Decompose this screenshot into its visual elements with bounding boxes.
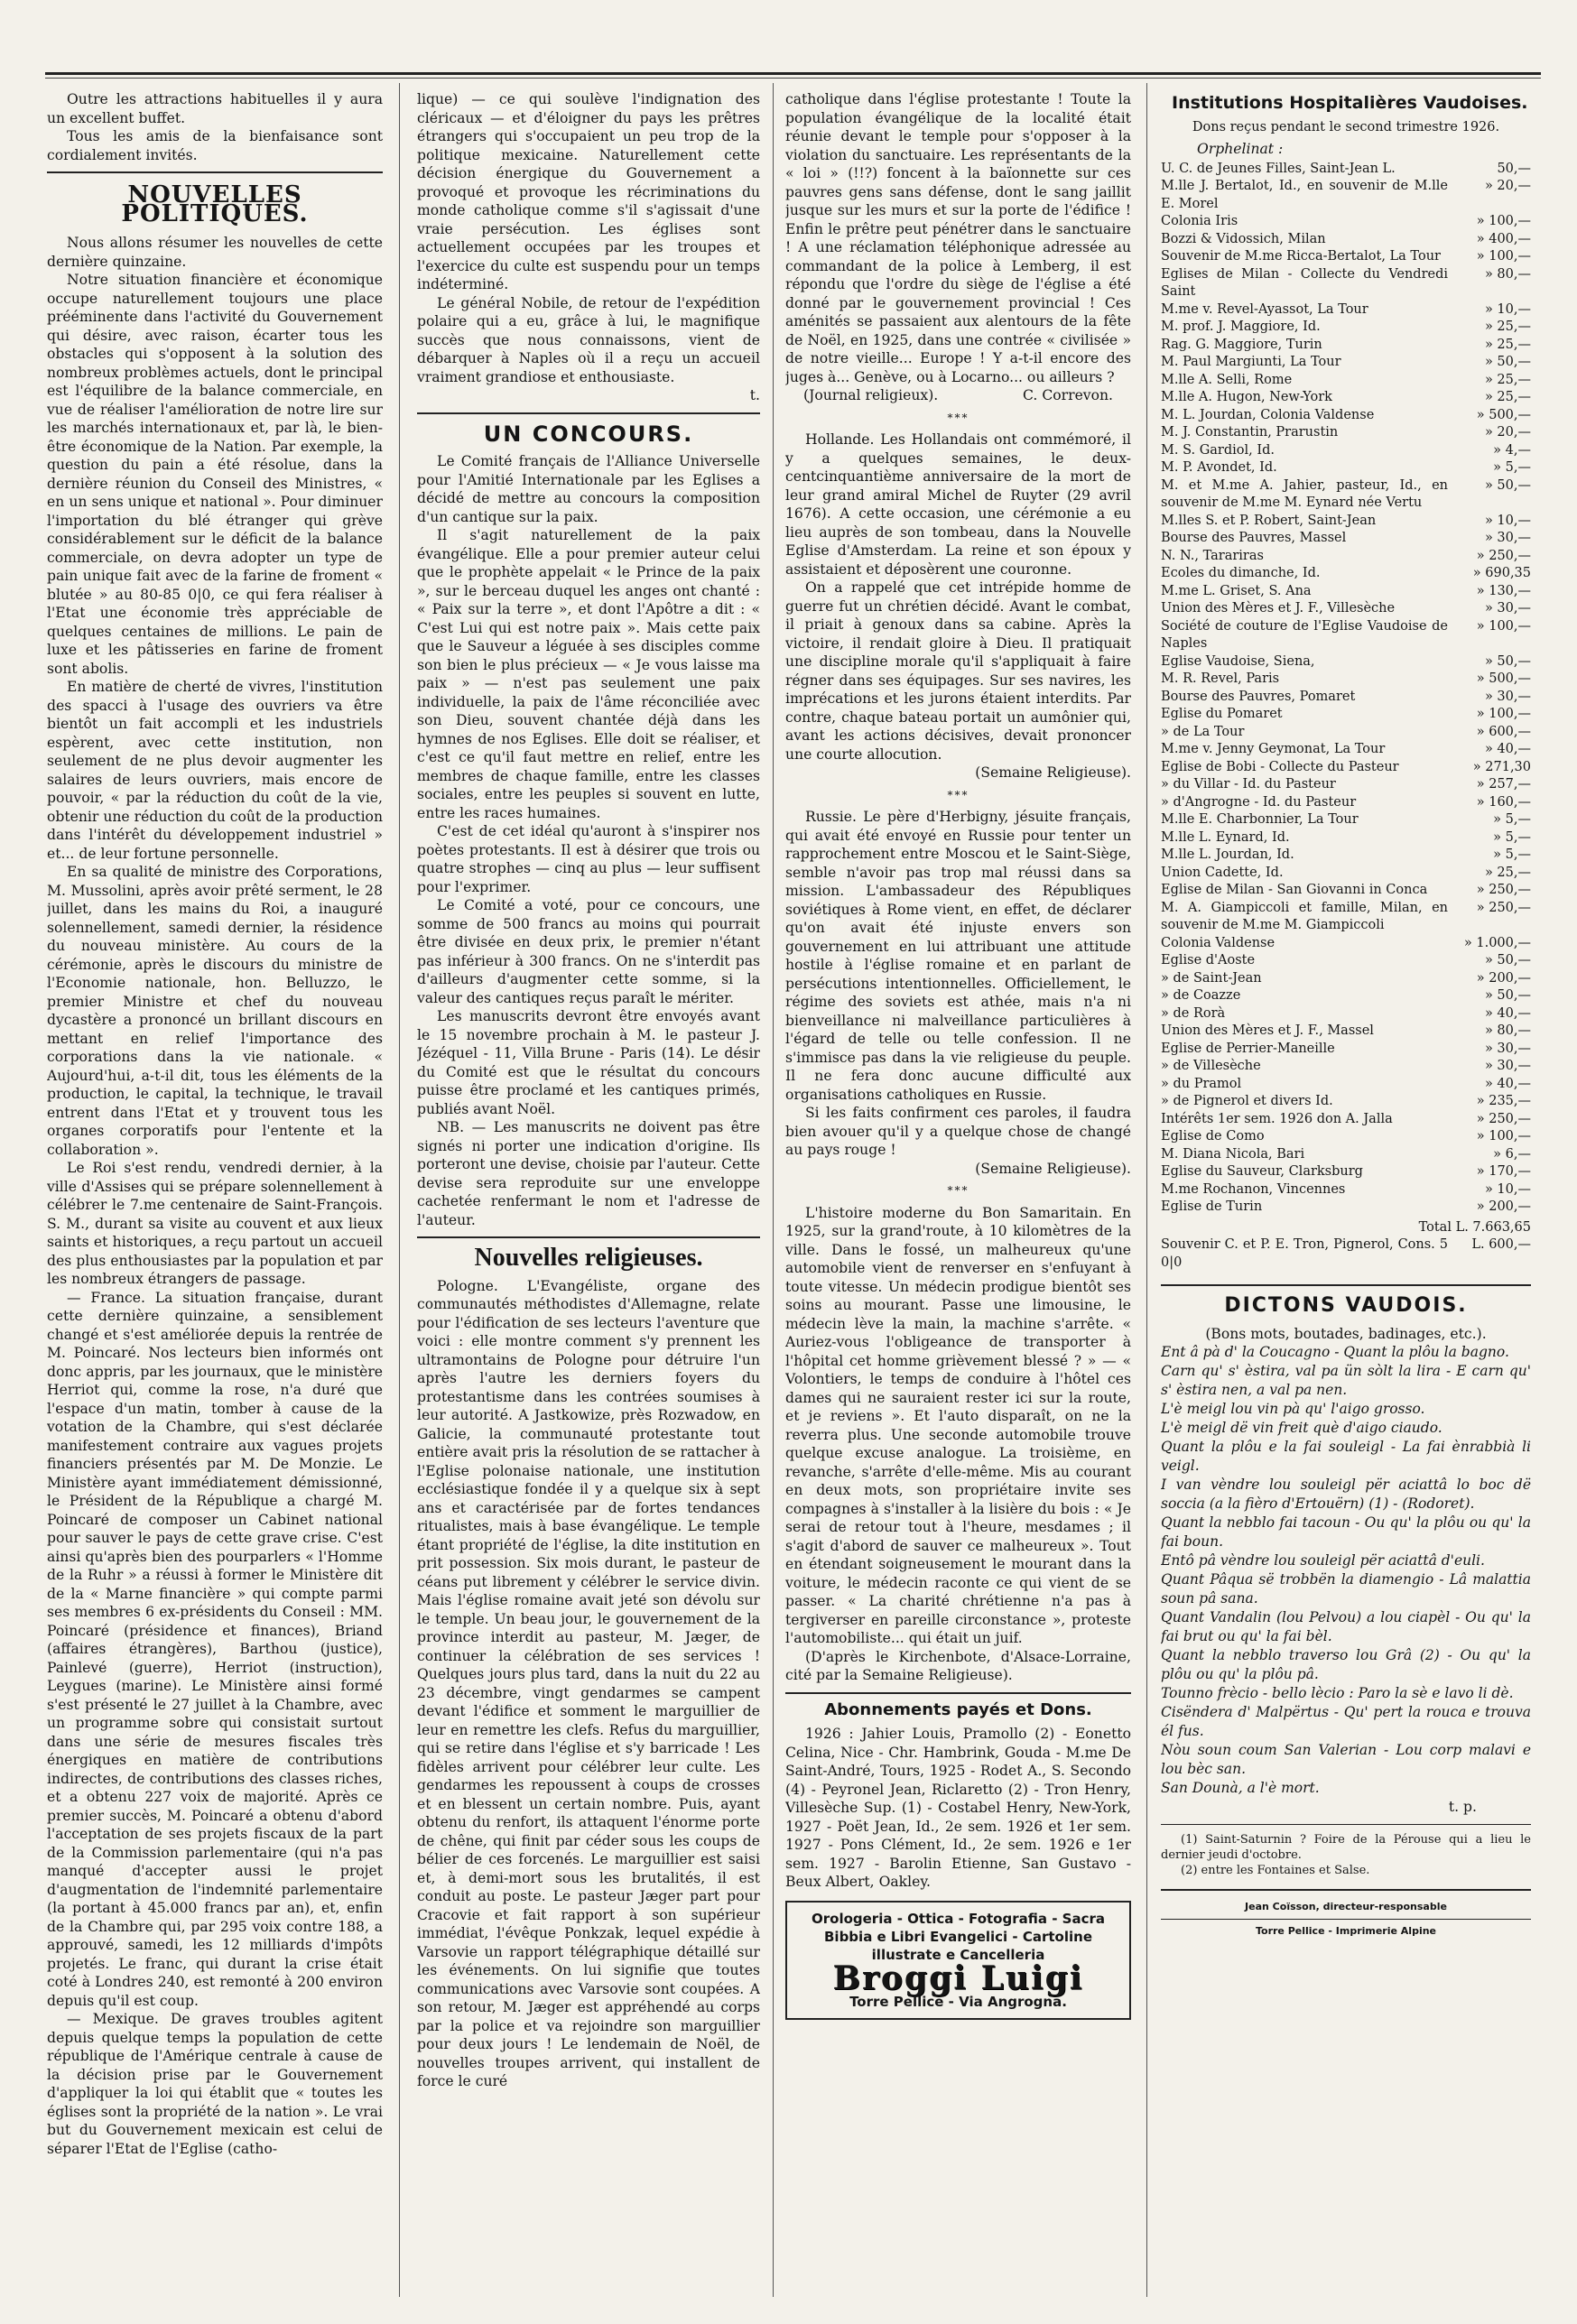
- don-row: [1161, 759, 1531, 777]
- don-amount: » 10,—: [1484, 1181, 1531, 1197]
- don-row: [1161, 970, 1531, 988]
- intro-paragraph: Outre les attractions habituelles il y aura un excellent buffet.: [47, 91, 383, 126]
- don-name: M. A. Giampiccoli et famille, Milan, en souvenir de M.me M. Giampiccoli: [1161, 900, 1448, 932]
- don-name: Ecoles du dimanche, Id.: [1161, 566, 1321, 580]
- don-name: Eglises de Milan - Collecte du Vendredi Saint: [1161, 266, 1448, 299]
- don-name: Société de couture de l'Eglise Vaudoise de Naples: [1161, 618, 1448, 651]
- don-amount: » 40,—: [1484, 1076, 1531, 1091]
- don-row: [1161, 811, 1531, 829]
- source-citation: (Semaine Religieuse).: [975, 764, 1131, 781]
- don-amount: » 5,—: [1493, 847, 1531, 862]
- don-name: M.me L. Griset, S. Ana: [1161, 583, 1312, 598]
- don-amount: » 130,—: [1476, 583, 1531, 598]
- don-amount: » 20,—: [1484, 425, 1531, 440]
- don-amount: » 50,—: [1484, 953, 1531, 968]
- don-name: Eglise de Turin: [1161, 1199, 1263, 1214]
- don-name: Eglise de Milan - San Giovanni in Conca: [1161, 883, 1428, 897]
- intro-paragraph: Tous les amis de la bienfaisance sont cordialement invités.: [47, 128, 383, 163]
- don-name: » de Pignerol et divers Id.: [1161, 1094, 1333, 1108]
- dicton-item: Cisëndera d' Malpërtus - Qu' pert la rouca e trouva él fus.: [1161, 1704, 1531, 1739]
- ad-services: Orologeria - Ottica - Fotografia - Sacra Bibbia e Libri Evangelici - Cartoline illustrate e Cancelleria: [812, 1910, 1105, 1963]
- don-name: M.me Rochanon, Vincennes: [1161, 1181, 1346, 1197]
- don-amount: » 271,30: [1472, 759, 1531, 774]
- don-row: [1161, 319, 1531, 337]
- don-name: Union Cadette, Id.: [1161, 865, 1284, 880]
- article-paragraph: Nous allons résumer les nouvelles de cette dernière quinzaine.: [47, 235, 383, 270]
- don-amount: » 25,—: [1484, 390, 1531, 404]
- don-row: [1161, 161, 1531, 179]
- column-divider: [1146, 83, 1147, 2297]
- don-amount: » 235,—: [1476, 1094, 1531, 1108]
- footnote: (2) entre les Fontaines et Salse.: [1181, 1863, 1370, 1877]
- dicton-item: Ent â pà d' la Coucagno - Quant la plôu la bagno.: [1161, 1344, 1509, 1360]
- dicton-item: Entô pâ vèndre lou souleigl për aciattâ d'euli.: [1161, 1552, 1485, 1569]
- article-paragraph: catholique dans l'église protestante ! Toute la population évangélique de la localité était réunie devant le temple pour s'opposer à la violation du sanctuaire. Les représentants de la « loi » (!!?) foncent à la baïonnette sur ces pauvres gens sans défense, dont le sang jaillit jusque sur les murs et sur la porte de l'édifice ! Enfin le prêtre peut pénétrer dans le sanctuaire ! A une réclamation téléphonique adressée au commandant de la police à Lemberg, il est répondu que l'ordre du siège de l'église a été donné par le gouvernement provincial ! Ces aménités se passaient aux alentours de la fête de Noël, en 1925, dans une contrée « civilisée » de notre vieille... Europe ! Y a-t-il encore des juges à... Genève, ou à Locarno... ou ailleurs ?: [785, 91, 1131, 385]
- don-amount: » 50,—: [1484, 477, 1531, 493]
- don-row: [1161, 987, 1531, 1005]
- don-amount: » 25,—: [1484, 372, 1531, 387]
- don-name: Bourse des Pauvres, Massel: [1161, 531, 1347, 545]
- signature: C. Correvon.: [1023, 387, 1113, 403]
- don-row: [1161, 424, 1531, 442]
- don-row: [1161, 847, 1531, 865]
- dictons-subtitle: (Bons mots, boutades, badinages, etc.).: [1205, 1325, 1487, 1342]
- column-4: [1161, 90, 1531, 2306]
- don-row: [1161, 266, 1531, 301]
- section-title-concours: UN CONCOURS.: [483, 421, 694, 447]
- don-amount: » 30,—: [1484, 689, 1531, 704]
- don-amount: » 80,—: [1484, 266, 1531, 282]
- section-title-abonnements: Abonnements payés et Dons.: [824, 1699, 1092, 1719]
- don-row: [1161, 354, 1531, 372]
- don-name: M.lle J. Bertalot, Id., en souvenir de M.lle E. Morel: [1161, 179, 1448, 211]
- dicton-item: Tounno frècio - bello lècio : Paro la sè e lavo li dè.: [1161, 1685, 1514, 1701]
- signature: t. p.: [1448, 1799, 1477, 1815]
- don-name: U. C. de Jeunes Filles, Saint-Jean L.: [1161, 161, 1396, 176]
- don-name: Eglise Vaudoise, Siena,: [1161, 653, 1315, 669]
- article-paragraph: NB. — Les manuscrits ne doivent pas être signés ni porter une indication d'origine. Ils porteront une devise, choisie par l'auteur. Cette devise sera reproduite sur une enveloppe cachetée renfermant le nom et l'adresse de l'auteur.: [417, 1119, 760, 1228]
- don-name: » du Pramol: [1161, 1076, 1242, 1091]
- article-paragraph: En sa qualité de ministre des Corporations, M. Mussolini, après avoir prêté serment, le 28 juillet, dans les mains du Roi, a inauguré solennellement, samedi dernier, la résidence du nouveau ministère. Au cours de la cérémonie, après le discours du ministre de l'Economie nationale, hon. Belluzzo, le premier Ministre et chef du nouveau dycastère a prononcé un brillant discours en mettant en relief l'importance des corporations dans la vie nationale. « Aujourd'hui, a-t-il dit, tous les éléments de la production, le capital, la technique, le travail entrent dans l'Etat et y trouvent tous les organes corporatifs pour l'entente et la collaboration ».: [47, 864, 383, 1158]
- section-title-politiques: NOUVELLES POLITIQUES.: [121, 181, 309, 227]
- footnote: (1) Saint-Saturnin ? Foire de la Pérouse qui a lieu le dernier jeudi d'octobre.: [1161, 1832, 1531, 1862]
- ad-address: Torre Pellice - Via Angrogna.: [849, 1993, 1067, 2010]
- section-divider: [47, 171, 383, 173]
- don-amount: » 160,—: [1476, 794, 1531, 810]
- don-amount: » 200,—: [1476, 970, 1531, 986]
- top-rule: [45, 72, 1541, 75]
- don-row: [1161, 1093, 1531, 1111]
- separator-stars: ***: [947, 788, 969, 801]
- don-row: [1161, 389, 1531, 407]
- column-divider: [399, 83, 400, 2297]
- don-row: [1161, 513, 1531, 531]
- don-row: [1161, 442, 1531, 460]
- article-paragraph: Le Comité français de l'Alliance Universelle pour l'Amitié Internationale par les Eglises a décidé de mettre au concours la composition d'un cantique sur la paix.: [417, 453, 760, 525]
- article-paragraph: (D'après le Kirchenbote, d'Alsace-Lorraine, cité par la Semaine Religieuse).: [785, 1648, 1131, 1683]
- don-name: » de Rorà: [1161, 1005, 1226, 1021]
- orphelinat-label: Orphelinat :: [1197, 141, 1284, 157]
- don-name: M. et M.me A. Jahier, pasteur, Id., en souvenir de M.me M. Eynard née Vertu: [1161, 477, 1448, 510]
- don-row: [1161, 1146, 1531, 1164]
- don-name: M. Diana Nicola, Bari: [1161, 1146, 1305, 1162]
- don-row: [1161, 600, 1531, 618]
- don-amount: » 100,—: [1476, 214, 1531, 228]
- don-row: [1161, 372, 1531, 390]
- don-name: » de Saint-Jean: [1161, 970, 1262, 986]
- don-amount: » 4,—: [1493, 442, 1531, 458]
- don-row: [1161, 776, 1531, 794]
- article-paragraph: Le Comité a voté, pour ce concours, une somme de 500 francs au moins qui pourrait être divisée en deux prix, le premier n'étant pas inférieur à 300 francs. On ne s'interdit pas d'ailleurs d'augmenter cette somme, si la valeur des cantiques reçus paraît le mériter.: [417, 897, 760, 1006]
- don-name: N. N., Tarariras: [1161, 548, 1264, 563]
- dicton-item: Quant Vandalin (lou Pelvou) a lou ciapèl - Ou qu' la fai brut ou qu' la fai bèl.: [1161, 1609, 1531, 1644]
- article-paragraph: Le Roi s'est rendu, vendredi dernier, à la ville d'Assises qui se prépare solennellement à célébrer le 7.me centenaire de Saint-François. S. M., durant sa visite au couvent et aux lieux saints et historiques, a reçu partout un accueil des plus enthousiastes par la population et par les nombreux étrangers de passage.: [47, 1160, 383, 1287]
- dons-subtitle: Dons reçus pendant le second trimestre 1926.: [1192, 119, 1500, 134]
- don-row: [1161, 213, 1531, 231]
- don-amount: » 250,—: [1476, 1111, 1531, 1126]
- dicton-item: L'è meigl lou vin pà qu' l'aigo grosso.: [1161, 1401, 1425, 1417]
- souvenir-amount: L. 600,—: [1471, 1237, 1531, 1252]
- don-amount: » 257,—: [1476, 777, 1531, 792]
- dicton-item: San Dounà, a l'è mort.: [1161, 1780, 1320, 1796]
- don-amount: » 5,—: [1493, 829, 1531, 845]
- don-row: [1161, 900, 1531, 935]
- footnote-divider: [1161, 1824, 1531, 1825]
- don-row: [1161, 477, 1531, 513]
- don-amount: » 30,—: [1484, 531, 1531, 545]
- article-paragraph: C'est de cet idéal qu'auront à s'inspirer nos poètes protestants. Il est à désirer que trois ou quatre strophes — cinq au plus — leur suffisent pour l'exprimer.: [417, 823, 760, 895]
- separator-stars: ***: [947, 1184, 969, 1197]
- don-name: M.lle L. Eynard, Id.: [1161, 829, 1290, 845]
- don-name: M. S. Gardiol, Id.: [1161, 442, 1275, 458]
- article-paragraph: Hollande. Les Hollandais ont commémoré, il y a quelques semaines, le deux-centcinquantième anniversaire de la mort de leur grand amiral Michel de Ruyter (29 avril 1676). A cette occasion, une cérémonie a eu lieu auprès de son tombeau, dans la Nouvelle Eglise d'Amsterdam. La reine et son époux y assistaient et déposèrent une couronne.: [785, 431, 1131, 578]
- signature: t.: [749, 387, 760, 403]
- don-name: Union des Mères et J. F., Massel: [1161, 1023, 1374, 1038]
- article-paragraph: Russie. Le père d'Herbigny, jésuite français, qui avait été envoyé en Russie pour tenter un rapprochement entre Moscou et le Saint-Siège, semble n'avoir pas trop mal réussi dans sa mission. L'ambassadeur des Républiques soviétiques à Rome vient, en effet, de déclarer qu'on avait été injuste envers son gouvernement en lui attribuant une attitude hostile à l'église romaine et en parlant de persécutions intentionnelles. Officiellement, le régime des soviets est athée, mais n'a ni bienveillance ni malveillance particulières à l'égard de telle ou telle confession. Il ne s'immisce pas dans la vie religieuse du peuple. Il ne fera donc aucune difficulté aux organisations catholiques en Russie.: [785, 809, 1131, 1103]
- don-name: Colonia Iris: [1161, 214, 1238, 228]
- don-name: Bozzi & Vidossich, Milan: [1161, 231, 1326, 246]
- don-amount: » 20,—: [1484, 179, 1531, 193]
- don-name: Intérêts 1er sem. 1926 don A. Jalla: [1161, 1111, 1393, 1126]
- section-divider: [1161, 1889, 1531, 1891]
- don-amount: » 30,—: [1484, 601, 1531, 616]
- don-amount: » 25,—: [1484, 319, 1531, 334]
- article-paragraph: lique) — ce qui soulève l'indignation des cléricaux — et d'éloigner du pays les prêtres étrangers qui s'occupaient un peu trop de la politique mexicaine. Naturellement cette décision énergique du Gouvernement a provoqué et provoque les récriminations du monde catholique comme s'il s'agissait d'une vraie persécution. Les églises sont actuellement occupées par les troupes et l'exercice du culte est suspendu pour un temps indéterminé.: [417, 91, 760, 292]
- don-amount: » 25,—: [1484, 865, 1531, 880]
- advertisement: [785, 1901, 1131, 2020]
- article-paragraph: Notre situation financière et économique occupe naturellement toujours une place prééminente dans l'activité du Gouvernement qui désire, avec raison, écarter tous les obstacles qui s'opposent à la solution des nombreux problèmes actuels, dont le principal est l'équilibre de la balance commerciale, en vue de réaliser l'amélioration de notre lire sur les marchés internationaux et, par là, le bien-être économique de la Nation. Par exemple, la question du pain a été résolue, dans la dernière réunion du Conseil des Ministres, « en un sens unique et national ». Pour diminuer l'importation du blé étranger qui grève considérablement sur le déficit de la balance commerciale, on devra adopter un type de pain unique fait avec de la farine de froment « blutée » au 80-85 0|0, ce qui fera réaliser à l'Etat une économie très appréciable de quelques centaines de millions. Le pain de luxe et les pâtisseries en farine de froment sont abolis.: [47, 272, 383, 677]
- don-name: Eglise de Bobi - Collecte du Pasteur: [1161, 759, 1399, 774]
- don-name: M. P. Avondet, Id.: [1161, 460, 1277, 475]
- section-title-dictons: DICTONS VAUDOIS.: [1224, 1294, 1468, 1317]
- separator-stars: ***: [947, 411, 969, 424]
- dicton-item: Nòu soun coum San Valerian - Lou corp malavi e lou bèc san.: [1161, 1742, 1531, 1777]
- don-row: [1161, 1199, 1531, 1217]
- don-row: [1161, 794, 1531, 812]
- column-1: [47, 90, 383, 2306]
- don-name: M. J. Constantin, Prarustin: [1161, 425, 1339, 440]
- don-row: [1161, 231, 1531, 249]
- don-name: Souvenir de M.me Ricca-Bertalot, La Tour: [1161, 249, 1441, 264]
- don-row: [1161, 724, 1531, 742]
- don-row: [1161, 565, 1531, 583]
- don-name: » de La Tour: [1161, 724, 1245, 739]
- don-name: Eglise d'Aoste: [1161, 953, 1256, 968]
- dicton-item: L'è meigl dë vin freit què d'aigo ciaudo.: [1161, 1420, 1442, 1436]
- section-divider: [785, 1692, 1131, 1694]
- don-row: [1161, 301, 1531, 319]
- don-row: [1161, 829, 1531, 847]
- don-amount: » 500,—: [1476, 671, 1531, 686]
- don-amount: » 100,—: [1476, 249, 1531, 264]
- don-name: M.me v. Revel-Ayassot, La Tour: [1161, 301, 1368, 317]
- section-divider: [417, 412, 760, 414]
- article-paragraph: — Mexique. De graves troubles agitent depuis quelque temps la population de cette république de l'Amérique centrale à cause de la décision prise par le Gouvernement d'appliquer la loi qui établit que « toutes les églises sont la propriété de la nation ». Le vrai but du Gouvernement mexicain est celui de séparer l'Etat de l'Eglise (catho-: [47, 2011, 383, 2157]
- don-row: [1161, 1163, 1531, 1181]
- don-row: [1161, 653, 1531, 671]
- don-amount: » 80,—: [1484, 1023, 1531, 1038]
- don-row: [1161, 1023, 1531, 1041]
- don-row: [1161, 618, 1531, 653]
- top-rule-thin: [45, 78, 1541, 79]
- don-amount: » 50,—: [1484, 988, 1531, 1003]
- don-name: Rag. G. Maggiore, Turin: [1161, 337, 1322, 352]
- don-amount: » 200,—: [1476, 1199, 1531, 1214]
- souvenir-row: [1161, 1236, 1531, 1272]
- don-row: [1161, 1111, 1531, 1129]
- don-amount: » 170,—: [1476, 1164, 1531, 1179]
- don-row: [1161, 741, 1531, 759]
- article-paragraph: Si les faits confirment ces paroles, il faudra bien avouer qu'il y a quelque chose de changé au pays rouge !: [785, 1105, 1131, 1158]
- don-amount: » 30,—: [1484, 1041, 1531, 1056]
- dicton-item: I van vèndre lou souleigl për aciattâ lo boc dë soccia (a la fièro d'Ertouërn) (1) - (Rodoret).: [1161, 1477, 1531, 1512]
- don-name: Eglise du Pomaret: [1161, 707, 1283, 721]
- don-row: [1161, 865, 1531, 883]
- section-divider: [1161, 1284, 1531, 1286]
- don-amount: » 50,—: [1484, 653, 1531, 669]
- don-amount: » 250,—: [1476, 548, 1531, 563]
- article-paragraph: — France. La situation française, durant cette dernière quinzaine, a sensiblement changé et s'est améliorée depuis la rentrée de M. Poincaré. Nos lecteurs bien informés ont donc appris, par les journaux, que le ministère Herriot qui, comme la rose, n'a duré que l'espace d'un matin, tomber à cause de la votation de la Chambre, qui s'est déclarée manifestement contraire aux vagues projets financiers présentés par M. De Monzie. Le Ministère ayant immédiatement démissionné, le Président de la République a chargé M. Poincaré de composer un Cabinet national pour sauver le pays de cette grave crise. C'est ainsi qu'après bien des pourparlers « l'Homme de la Ruhr » a réussi à former le Ministère dit de la « Marne financière » qui compte parmi ses membres 6 ex-présidents du Conseil : MM. Poincaré (présidence et finances), Briand (affaires étrangères), Barthou (justice), Painlevé (guerre), Herriot (instruction), Leygues (marine). Le Ministère ainsi formé s'est présenté le 27 juillet à la Chambre, avec un programme sobre qui consistait surtout dans une série de mesures fiscales très énergiques en matière de contributions indirectes, de contributions des classes riches, et a obtenu 227 voix de majorité. Après ce premier succès, M. Poincaré a obtenu d'abord l'acceptation de ses projets fiscaux de la part de la Commission parlementaire (qui n'a pas manqué d'accepter aussi le projet d'augmentation de l'indemnité parlementaire (la portant à 45.000 francs par an), et, enfin de la Chambre qui, par 295 voix contre 188, a approuvé, samedi, les 12 milliards d'impôts projetés. Le franc, qui durant la crise était coté à Londres 240, est remonté à 200 environ depuis qu'il est coup.: [47, 1289, 383, 2009]
- don-row: [1161, 706, 1531, 724]
- article-paragraph: En matière de cherté de vivres, l'institution des spacci à l'usage des ouvriers va être bientôt un fait accompli et les industriels espèrent, avec cette institution, non seulement de ne plus devoir augmenter les salaires de leurs ouvriers, mais encore de pouvoir, « par la réduction du coût de la vie, obtenir une réduction du coût de la production dans l'intérêt du développement industriel » et... de leur fortune personnelle.: [47, 679, 383, 862]
- don-row: [1161, 583, 1531, 601]
- printer-line: Torre Pellice - Imprimerie Alpine: [1255, 1925, 1437, 1937]
- don-amount: » 5,—: [1493, 460, 1531, 475]
- section-title-religieuses: Nouvelles religieuses.: [474, 1244, 703, 1272]
- don-row: [1161, 1076, 1531, 1094]
- source-line: [785, 386, 1131, 405]
- article-paragraph: Pologne. L'Evangéliste, organe des communautés méthodistes d'Allemagne, relate pour l'édification de ses lecteurs l'aventure que voici : elle montre comment s'y prennent les ultramontains de Pologne pour détruire l'un après l'autre les derniers foyers du protestantisme dans les contrées soumises à leur autorité. A Jastkowize, près Rozwadow, en Galicie, la communauté protestante tout entière avait pris la résolution de se rattacher à l'Eglise polonaise nationale, une institution ecclésiastique fondée il y a quelque six à sept ans et caractérisée par de fortes tendances ritualistes, mais à base évangélique. Le temple étant propriété de l'église, la dite institution en prit possession. Six mois durant, le pasteur de céans put librement y célébrer le service divin. Mais l'église romaine avait jeté son dévolu sur le temple. Un beau jour, le gouvernement de la province interdit au pasteur, M. Jæger, de continuer la célébration de ses services ! Quelques jours plus tard, dans la nuit du 22 au 23 décembre, vingt gendarmes se campent devant l'édifice et somment le marguillier de leur en remettre les clefs. Refus du marguillier, qui se retire dans l'église et s'y barricade ! Les fidèles arrivent pour célébrer leur culte. Les gendarmes les repoussent à coups de crosses et en blessent un certain nombre. Puis, ayant obtenu du renfort, ils attaquent l'énorme porte de chêne, qui finit par céder sous les coups de bélier de ces forcenés. Le marguillier est saisi et, à demi-mort sous les brutalités, il est conduit au poste. Le pasteur Jæger part pour Cracovie et fait rapport à son supérieur immédiat, l'évêque Ponkzak, lequel expédie à Varsovie un rapport télégraphique détaillé sur les événements. On lui signifie que toutes communications avec Varsovie sont coupées. A son retour, M. Jæger est appréhendé au corps par la police et va rejoindre son marguillier pour deux jours ! Le lendemain de Noël, de nouvelles troupes arrivent, qui installent de force le curé: [417, 1277, 760, 2089]
- don-name: » de Coazze: [1161, 988, 1241, 1003]
- don-amount: » 1.000,—: [1463, 935, 1531, 950]
- article-paragraph: Il s'agit naturellement de la paix évangélique. Elle a pour premier auteur celui que le prophète appelait « le Prince de la paix », sur le berceau duquel les anges ont chanté : « Paix sur la terre », et dont l'Apôtre a dit : « C'est Lui qui est notre paix ». Mais cette paix que le Sauveur a léguée à ses disciples comme son bien le plus précieux — « Je vous laisse ma paix » — n'est pas seulement une paix individuelle, la paix de l'âme réconciliée avec son Dieu, souvent chantée déjà dans les hymnes de nos Eglises. Elle doit se réaliser, et c'est ce qu'il faut mettre en relief, entre les membres de chaque famille, entre les classes sociales, entre les peuples si souvent en lutte, entre les races humaines.: [417, 527, 760, 821]
- don-amount: » 690,35: [1472, 566, 1531, 580]
- article-paragraph: Les manuscrits devront être envoyés avant le 15 novembre prochain à M. le pasteur J. Jézéquel - 11, Villa Brune - Paris (14). Le désir du Comité est que le résultat du concours puisse être proclamé et les cantiques primés, publiés avant Noël.: [417, 1008, 760, 1117]
- don-row: [1161, 1128, 1531, 1146]
- section-title-institutions: Institutions Hospitalières Vaudoises.: [1172, 93, 1528, 113]
- abonnements-list: 1926 : Jahier Louis, Pramollo (2) - Eonetto Celina, Nice - Chr. Hambrink, Gouda - M.me De Saint-André, Tours, 1925 - Rodet A., S. Secondo (4) - Peyronel Jean, Riclaretto (2) - Tron Henry, Villesèche Sup. (1) - Costabel Henry, New-York, 1927 - Poët Jean, Id., 2e sem. 1926 et 1er sem. 1927 - Pons Clément, Id., 2e sem. 1926 e 1er sem. 1927 - Barolin Etienne, San Gustavo - Beux Albert, Oakley.: [785, 1726, 1131, 1890]
- source-citation: (Journal religieux).: [803, 387, 939, 403]
- don-name: M. prof. J. Maggiore, Id.: [1161, 319, 1321, 334]
- don-row: [1161, 178, 1531, 213]
- don-amount: » 100,—: [1476, 707, 1531, 721]
- don-row: [1161, 530, 1531, 548]
- don-name: M.lle A. Selli, Rome: [1161, 372, 1293, 387]
- article-paragraph: L'histoire moderne du Bon Samaritain. En 1925, sur la grand'route, à 10 kilomètres de la ville. Dans le fossé, un malheureux qu'une automobile vient de renverser en s'enfuyant à toute vitesse. Un médecin prodigue bientôt ses soins au mourant. Passe une limousine, le médecin lève la main, la machine s'arrête. « Auriez-vous l'obligeance de transporter à l'hôpital cet homme grièvement blessé ? » — « Volontiers, le temps de conduire à l'hôtel ces dames qui ne sauraient rester ici sur la route, et je reviens ». Et l'auto disparaît, on ne la reverra plus. Une seconde automobile trouve quelque excuse analogue. La troisième, en revanche, s'arrête d'elle-même. Mis au courant en deux mots, son propriétaire invite ses compagnes à s'installer à la lisière du bois : « Je serai de retour tout à l'heure, mesdames ; il s'agit d'abord de sauver ce malheureux ». Tout en étendant soigneusement le mourant dans la voiture, le médecin raconte ce qui vient de se passer. « La charité chrétienne n'a pas à tergiverser en pareille circonstance », proteste l'automobiliste... qui était un juif.: [785, 1204, 1131, 1646]
- don-name: Bourse des Pauvres, Pomaret: [1161, 689, 1356, 704]
- don-name: Eglise de Como: [1161, 1129, 1265, 1143]
- dons-total: Total L. 7.663,65: [1418, 1219, 1531, 1235]
- director-line: Jean Coïsson, directeur-responsable: [1245, 1900, 1447, 1912]
- don-name: Union des Mères et J. F., Villesèche: [1161, 601, 1396, 616]
- don-amount: » 40,—: [1484, 1005, 1531, 1021]
- dicton-item: Quant la plôu e la fai souleigl - La fai ènrabbià li veigl.: [1161, 1439, 1531, 1474]
- source-citation: (Semaine Religieuse).: [975, 1160, 1131, 1177]
- article-paragraph: On a rappelé que cet intrépide homme de guerre fut un chrétien décidé. Avant le combat, il priait à genoux dans sa cabine. Après la victoire, il rendait gloire à Dieu. Il pratiquait une discipline morale qu'il s'appliquait à faire régner dans ses équipages. Sur ses navires, les imprécations et les jurons étaient interdits. Par contre, chaque bateau portait un aumônier qui, avant les actions décisives, devait prononcer une courte allocution.: [785, 579, 1131, 763]
- don-amount: » 400,—: [1476, 231, 1531, 246]
- don-row: [1161, 407, 1531, 425]
- dictons-list: [1161, 1343, 1531, 1798]
- don-row: [1161, 1041, 1531, 1059]
- don-row: [1161, 459, 1531, 477]
- dons-list: [1161, 161, 1531, 1217]
- don-amount: » 30,—: [1484, 1059, 1531, 1073]
- article-paragraph: Le général Nobile, de retour de l'expédition polaire qui a eu, grâce à lui, le magnifique succès que nous connaissons, vient de débarquer à Naples où il a reçu un accueil vraiment grandiose et enthousiaste.: [417, 294, 760, 385]
- don-name: » d'Angrogne - Id. du Pasteur: [1161, 794, 1357, 810]
- column-divider: [773, 83, 774, 2297]
- dicton-item: Quant Pâqua së trobbën la diamengio - Lâ malattia soun pâ sana.: [1161, 1571, 1531, 1606]
- don-row: [1161, 1058, 1531, 1076]
- dicton-item: Quant la nebblo fai tacoun - Ou qu' la plôu ou qu' la fai boun.: [1161, 1514, 1531, 1550]
- don-amount: » 10,—: [1484, 513, 1531, 528]
- don-amount: » 6,—: [1493, 1146, 1531, 1162]
- don-name: Colonia Valdense: [1161, 935, 1276, 950]
- don-amount: » 600,—: [1476, 724, 1531, 739]
- don-row: [1161, 548, 1531, 566]
- souvenir-text: Souvenir C. et P. E. Tron, Pignerol, Cons. 5 0|0: [1161, 1237, 1448, 1270]
- don-name: M.lle A. Hugon, New-York: [1161, 390, 1332, 404]
- ad-shop-name: Broggi Luigi: [832, 1958, 1084, 1997]
- don-amount: » 40,—: [1484, 742, 1531, 756]
- don-name: » de Villesèche: [1161, 1059, 1261, 1073]
- don-amount: » 500,—: [1476, 407, 1531, 422]
- section-divider: [417, 1236, 760, 1238]
- dicton-item: Quant la nebblo traverso lou Grâ (2) - Ou qu' la plôu ou qu' la plôu pâ.: [1161, 1647, 1531, 1682]
- don-amount: » 25,—: [1484, 337, 1531, 352]
- don-name: Eglise du Sauveur, Clarksburg: [1161, 1164, 1363, 1179]
- column-2: [417, 90, 760, 2306]
- don-row: [1161, 337, 1531, 355]
- don-name: M. L. Jourdan, Colonia Valdense: [1161, 407, 1375, 422]
- don-name: Eglise de Perrier-Maneille: [1161, 1041, 1335, 1056]
- don-amount: » 250,—: [1476, 900, 1531, 915]
- don-name: M.lle L. Jourdan, Id.: [1161, 847, 1294, 862]
- don-row: [1161, 1181, 1531, 1199]
- don-row: [1161, 671, 1531, 689]
- column-3: [785, 90, 1131, 2306]
- don-amount: » 100,—: [1476, 1129, 1531, 1143]
- don-amount: » 5,—: [1493, 812, 1531, 827]
- don-row: [1161, 882, 1531, 900]
- don-amount: » 50,—: [1484, 355, 1531, 369]
- don-row: [1161, 1005, 1531, 1023]
- dicton-item: Carn qu' s' èstira, val pa ün sòlt la lira - E carn qu' s' èstira nen, a val pa nen.: [1161, 1363, 1531, 1398]
- don-amount: » 100,—: [1476, 618, 1531, 634]
- don-name: M. Paul Margiunti, La Tour: [1161, 355, 1341, 369]
- don-amount: » 10,—: [1484, 301, 1531, 317]
- don-name: M. R. Revel, Paris: [1161, 671, 1280, 686]
- footer-divider: [1161, 1919, 1531, 1920]
- don-amount: 50,—: [1497, 161, 1531, 176]
- don-amount: » 250,—: [1476, 883, 1531, 897]
- don-name: M.me v. Jenny Geymonat, La Tour: [1161, 742, 1386, 756]
- don-name: M.lle E. Charbonnier, La Tour: [1161, 812, 1359, 827]
- don-row: [1161, 689, 1531, 707]
- don-name: M.lles S. et P. Robert, Saint-Jean: [1161, 513, 1377, 528]
- don-row: [1161, 935, 1531, 953]
- don-row: [1161, 248, 1531, 266]
- don-name: » du Villar - Id. du Pasteur: [1161, 777, 1336, 792]
- don-row: [1161, 952, 1531, 970]
